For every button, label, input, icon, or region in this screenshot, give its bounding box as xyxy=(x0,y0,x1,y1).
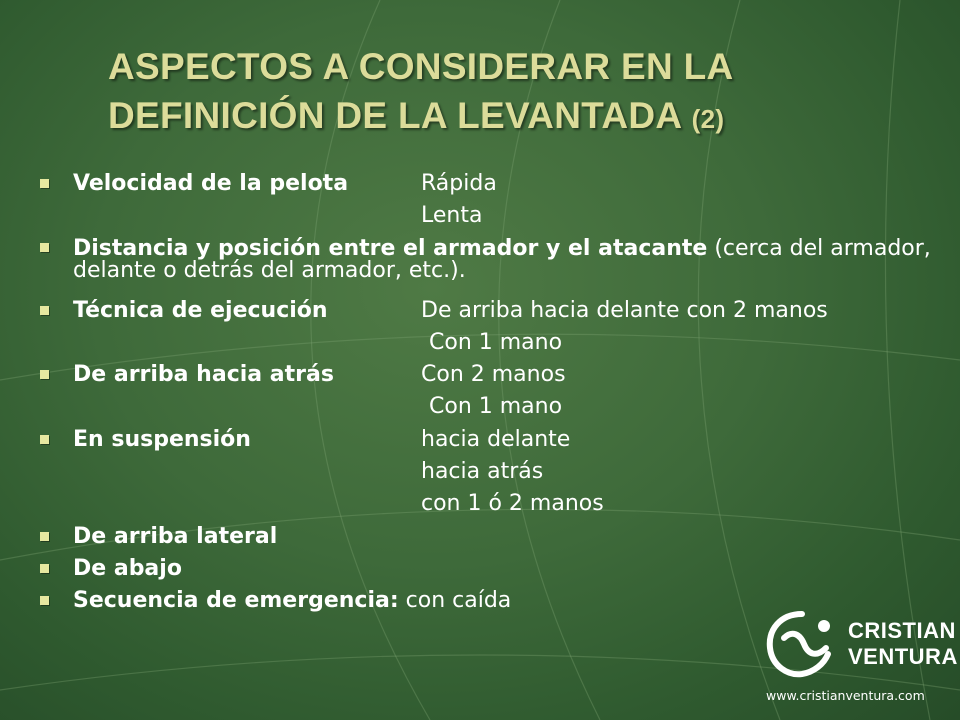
list-item: Distancia y posición entre el armador y el atacante (cerca del armador, delante o detrás del armador, etc.). xyxy=(40,233,940,295)
logo-mark-icon xyxy=(762,608,842,680)
list-item: con 1 ó 2 manos xyxy=(421,491,604,517)
list-item: Con 1 mano xyxy=(429,394,563,420)
list-item: Secuencia de emergencia: con caída xyxy=(40,585,940,617)
logo-name-line1: CRISTIAN xyxy=(848,618,956,643)
bullet-icon xyxy=(40,532,49,541)
bullet-icon xyxy=(40,306,49,315)
bullet-list xyxy=(40,168,940,618)
bullet-icon xyxy=(40,179,49,188)
brand-logo xyxy=(760,608,958,708)
logo-url: www.cristianventura.com xyxy=(766,688,925,703)
list-item: De arriba hacia atrás Con 2 manos xyxy=(40,359,940,391)
list-item: Con 1 mano xyxy=(429,329,563,355)
bullet-icon xyxy=(40,564,49,573)
list-item: En suspensión hacia delante xyxy=(40,424,940,456)
bullet-icon xyxy=(40,435,49,444)
list-item: Lenta xyxy=(421,203,483,229)
list-item: Técnica de ejecución De arriba hacia delante con 2 manos xyxy=(40,295,940,327)
list-item: Velocidad de la pelota Rápida xyxy=(40,168,940,200)
list-item: De arriba lateral xyxy=(40,521,940,553)
logo-name-line2: VENTURA xyxy=(848,644,958,669)
list-item: De abajo xyxy=(40,553,940,585)
list-item: hacia atrás xyxy=(421,459,544,485)
bullet-icon xyxy=(40,243,49,252)
bullet-icon xyxy=(40,596,49,605)
bullet-icon xyxy=(40,370,49,379)
slide-title: ASPECTOS A CONSIDERAR EN LA DEFINICIÓN DE LA LEVANTADA (2) xyxy=(108,46,733,136)
